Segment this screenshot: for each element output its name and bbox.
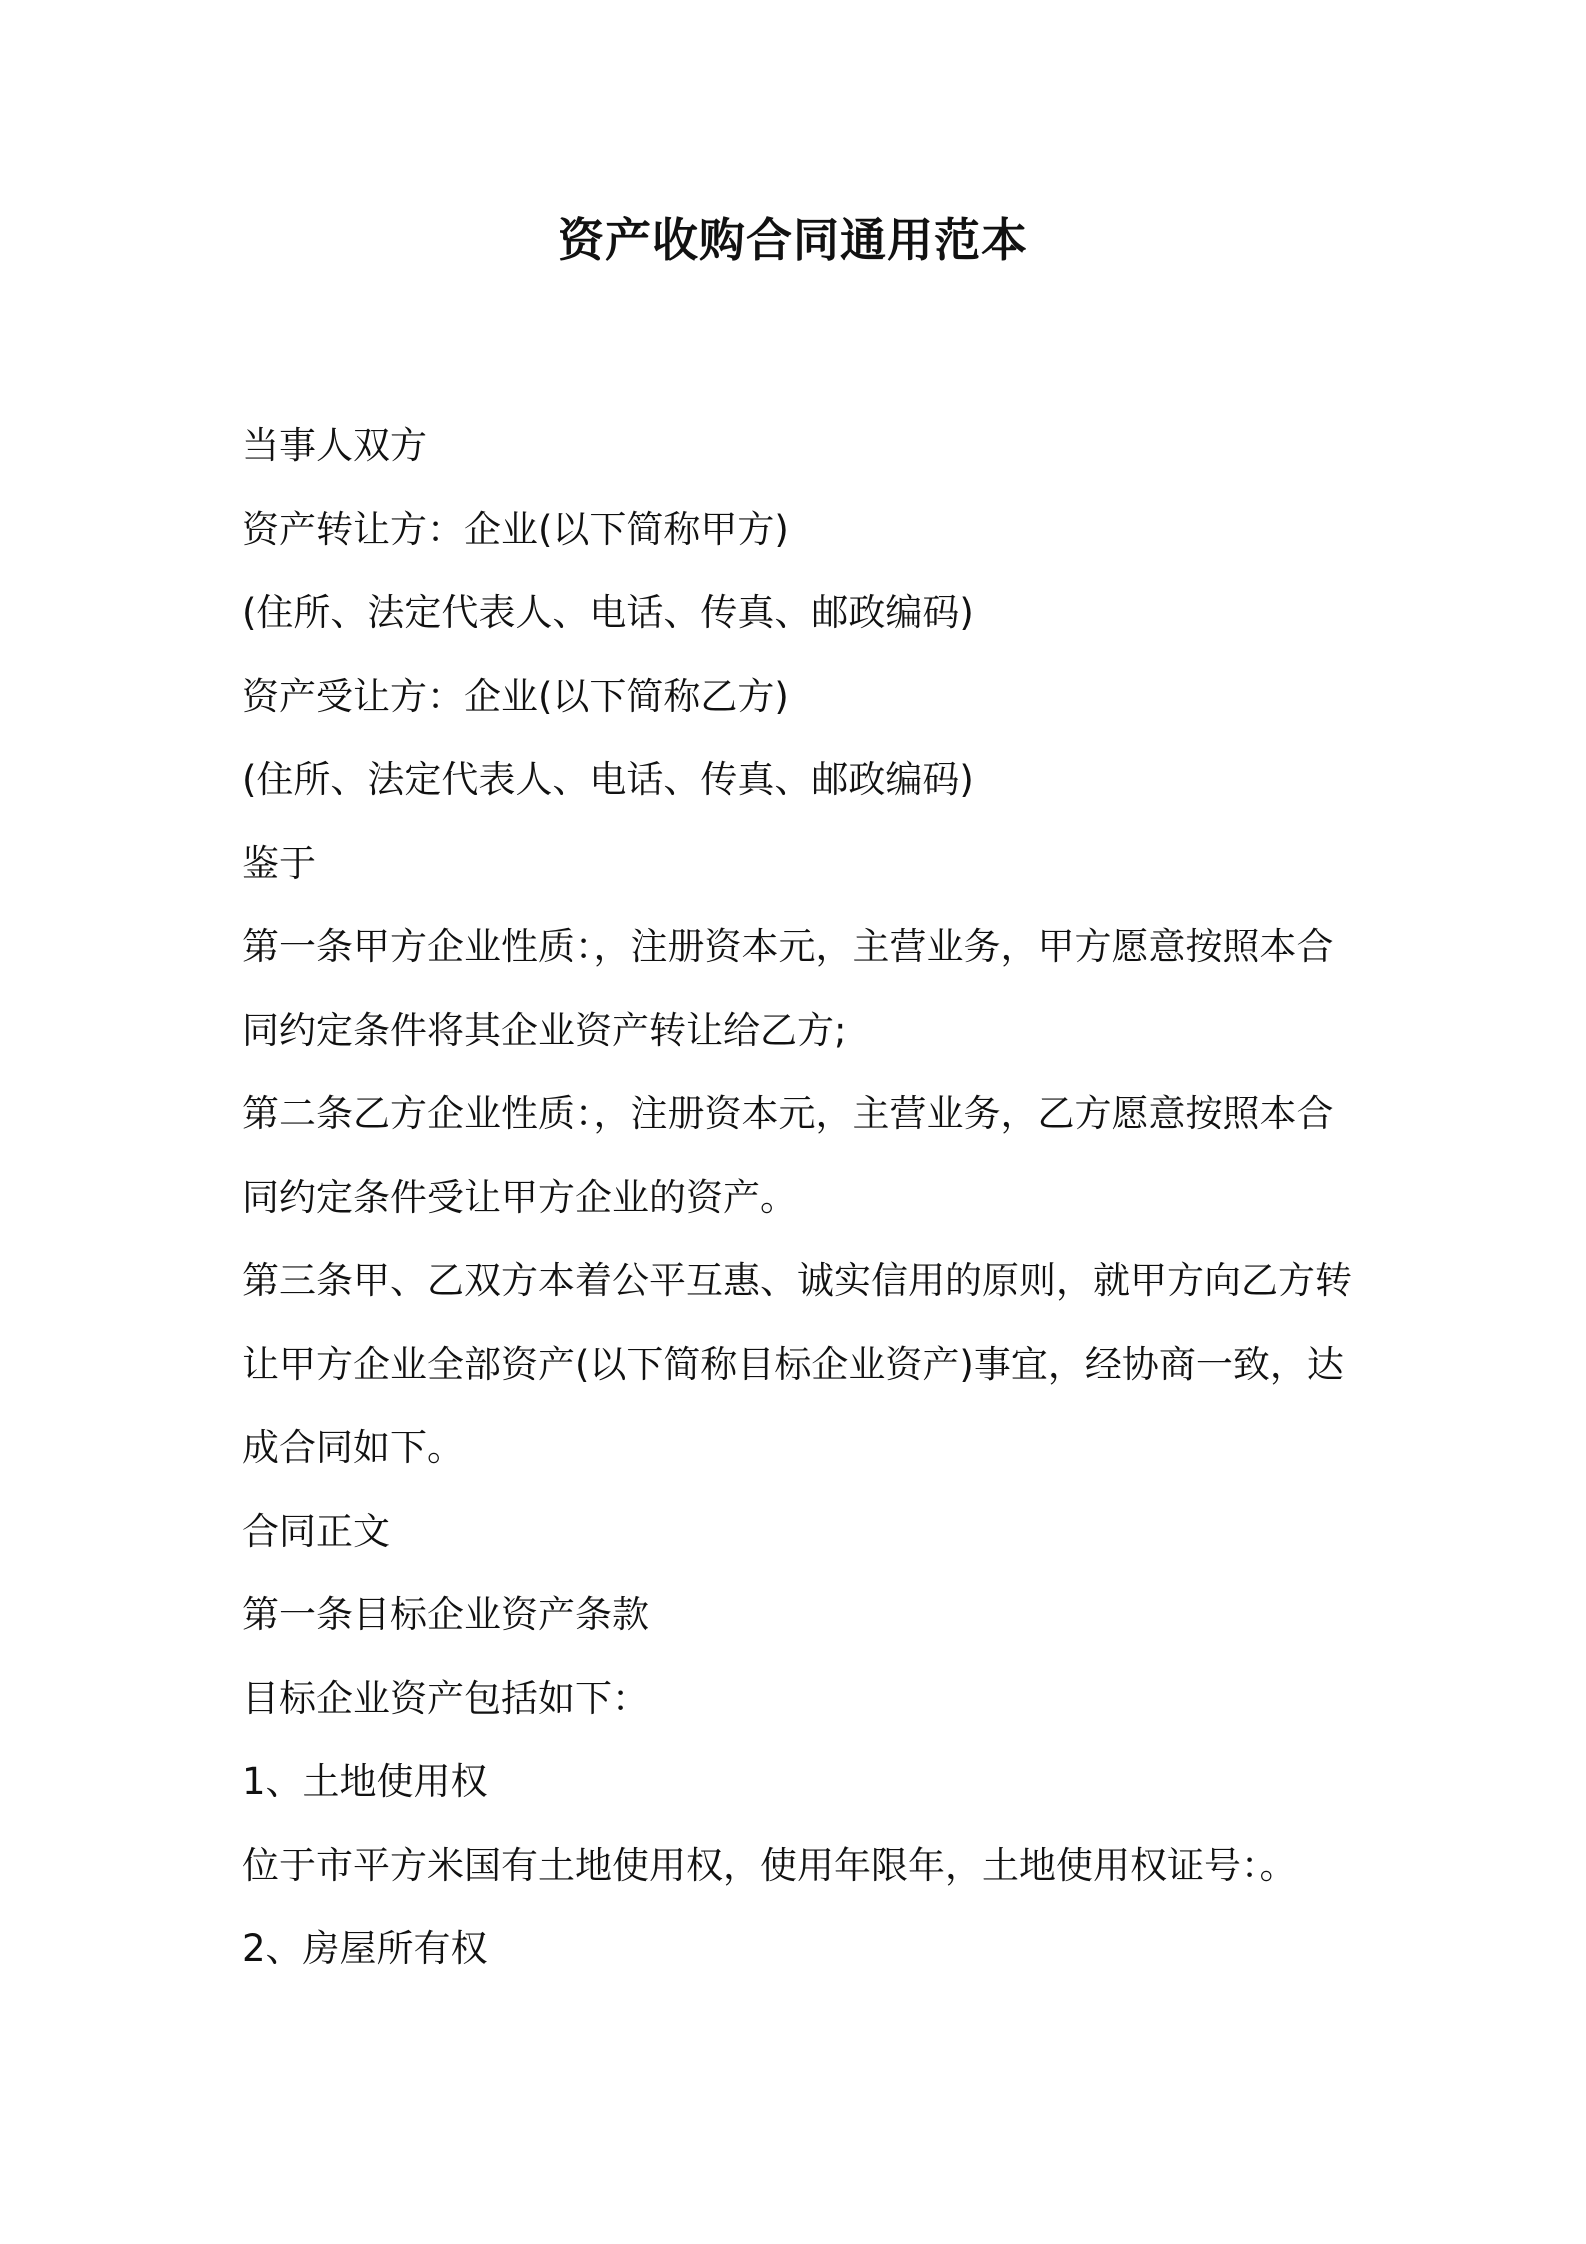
article-1-line-1: 第一条甲方企业性质：，注册资本元，主营业务，甲方愿意按照本合 <box>242 925 1334 968</box>
document-title: 资产收购合同通用范本 <box>558 213 1028 267</box>
assets-intro: 目标企业资产包括如下： <box>242 1676 649 1720</box>
transferee-line: 资产受让方：企业(以下简称乙方) <box>242 674 789 718</box>
transferor-details: (住所、法定代表人、电话、传真、邮政编码) <box>242 591 974 634</box>
whereas-heading: 鉴于 <box>242 841 316 885</box>
article-1-line-2: 同约定条件将其企业资产转让给乙方; <box>242 1008 847 1052</box>
article-2-line-2: 同约定条件受让甲方企业的资产。 <box>242 1175 797 1219</box>
article-3-line-2: 让甲方企业全部资产(以下简称目标企业资产)事宜，经协商一致，达 <box>242 1342 1344 1386</box>
article-3-line-1: 第三条甲、乙双方本着公平互惠、诚实信用的原则，就甲方向乙方转 <box>242 1259 1352 1302</box>
document-body <box>242 404 1362 1991</box>
land-use-right-details: 位于市平方米国有土地使用权，使用年限年，土地使用权证号：。 <box>242 1843 1297 1887</box>
clause-1-heading: 第一条目标企业资产条款 <box>242 1593 649 1636</box>
section-heading-parties: 当事人双方 <box>242 424 427 467</box>
article-3-line-3: 成合同如下。 <box>242 1426 464 1469</box>
transferor-line: 资产转让方：企业(以下简称甲方) <box>242 507 789 551</box>
house-ownership-heading: 2、房屋所有权 <box>242 1927 488 1970</box>
article-2-line-1: 第二条乙方企业性质：，注册资本元，主营业务，乙方愿意按照本合 <box>242 1092 1334 1135</box>
land-use-right-heading: 1、土地使用权 <box>242 1760 488 1803</box>
contract-body-heading: 合同正文 <box>242 1509 390 1553</box>
transferee-details: (住所、法定代表人、电话、传真、邮政编码) <box>242 758 974 801</box>
